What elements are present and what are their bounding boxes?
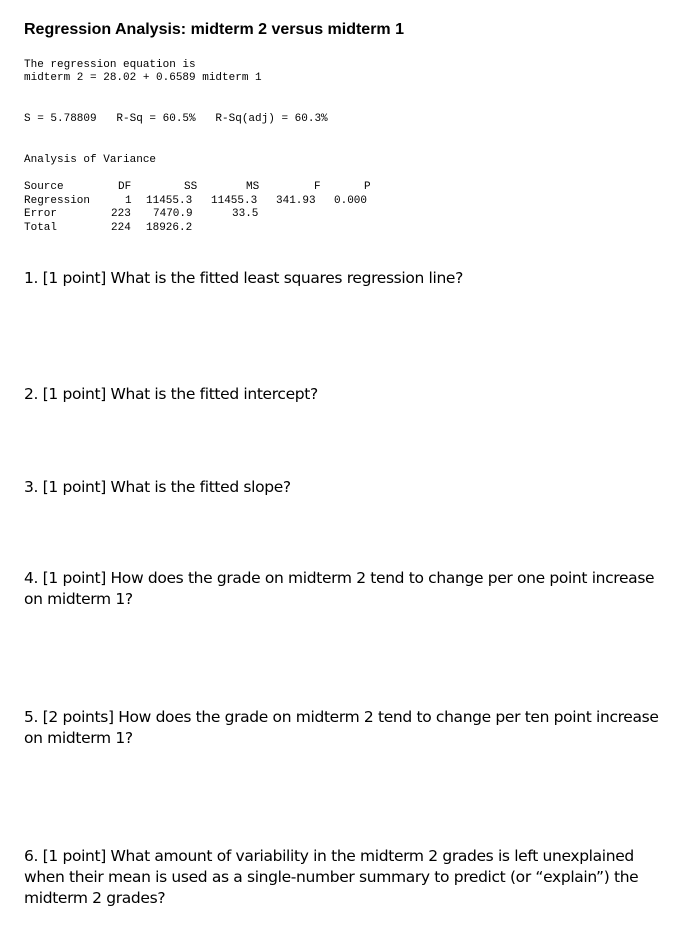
model-stats: S = 5.78809 R-Sq = 60.5% R-Sq(adj) = 60.3%: [24, 113, 328, 125]
regression-equation: midterm 2 = 28.02 + 0.6589 midterm 1: [24, 72, 262, 84]
anova-header-f: F: [314, 181, 321, 193]
anova-ss: 18926.2: [146, 221, 193, 234]
question-4: 4. [1 point] How does the grade on midterm 2 tend to change per one point increase on midterm 1?: [24, 569, 655, 608]
question-6: 6. [1 point] What amount of variability in the midterm 2 grades is left unexplained when their mean is used as a single-number summary to predict (or “explain”) the midterm 2 grades?: [24, 847, 639, 907]
question-3: 3. [1 point] What is the fitted slope?: [24, 478, 291, 496]
anova-source: Total: [24, 221, 58, 234]
page-title: Regression Analysis: midterm 2 versus midterm 1: [24, 21, 404, 38]
anova-title: Analysis of Variance: [24, 154, 157, 166]
anova-ss: 7470.9: [153, 208, 193, 220]
anova-df: 1: [125, 194, 132, 207]
anova-header-ss: SS: [184, 181, 198, 193]
equation-intro: The regression equation is: [24, 59, 196, 71]
anova-header-ms: MS: [246, 181, 260, 193]
anova-df: 224: [111, 221, 131, 234]
anova-p: 0.000: [334, 194, 368, 207]
question-1: 1. [1 point] What is the fitted least squares regression line?: [24, 269, 463, 287]
question-2: 2. [1 point] What is the fitted intercept?: [24, 385, 318, 403]
anova-header-source: Source: [24, 181, 64, 193]
anova-source: Error: [24, 208, 58, 220]
anova-ss: 11455.3: [146, 194, 193, 207]
question-5: 5. [2 points] How does the grade on midterm 2 tend to change per ten point increase on midterm 1?: [24, 708, 659, 747]
anova-df: 223: [111, 208, 131, 220]
anova-header-df: DF: [118, 181, 132, 193]
anova-source: Regression: [24, 194, 91, 207]
anova-ms: 11455.3: [211, 194, 258, 207]
anova-f: 341.93: [276, 194, 316, 207]
anova-header-p: P: [364, 181, 371, 193]
anova-ms: 33.5: [232, 208, 259, 220]
